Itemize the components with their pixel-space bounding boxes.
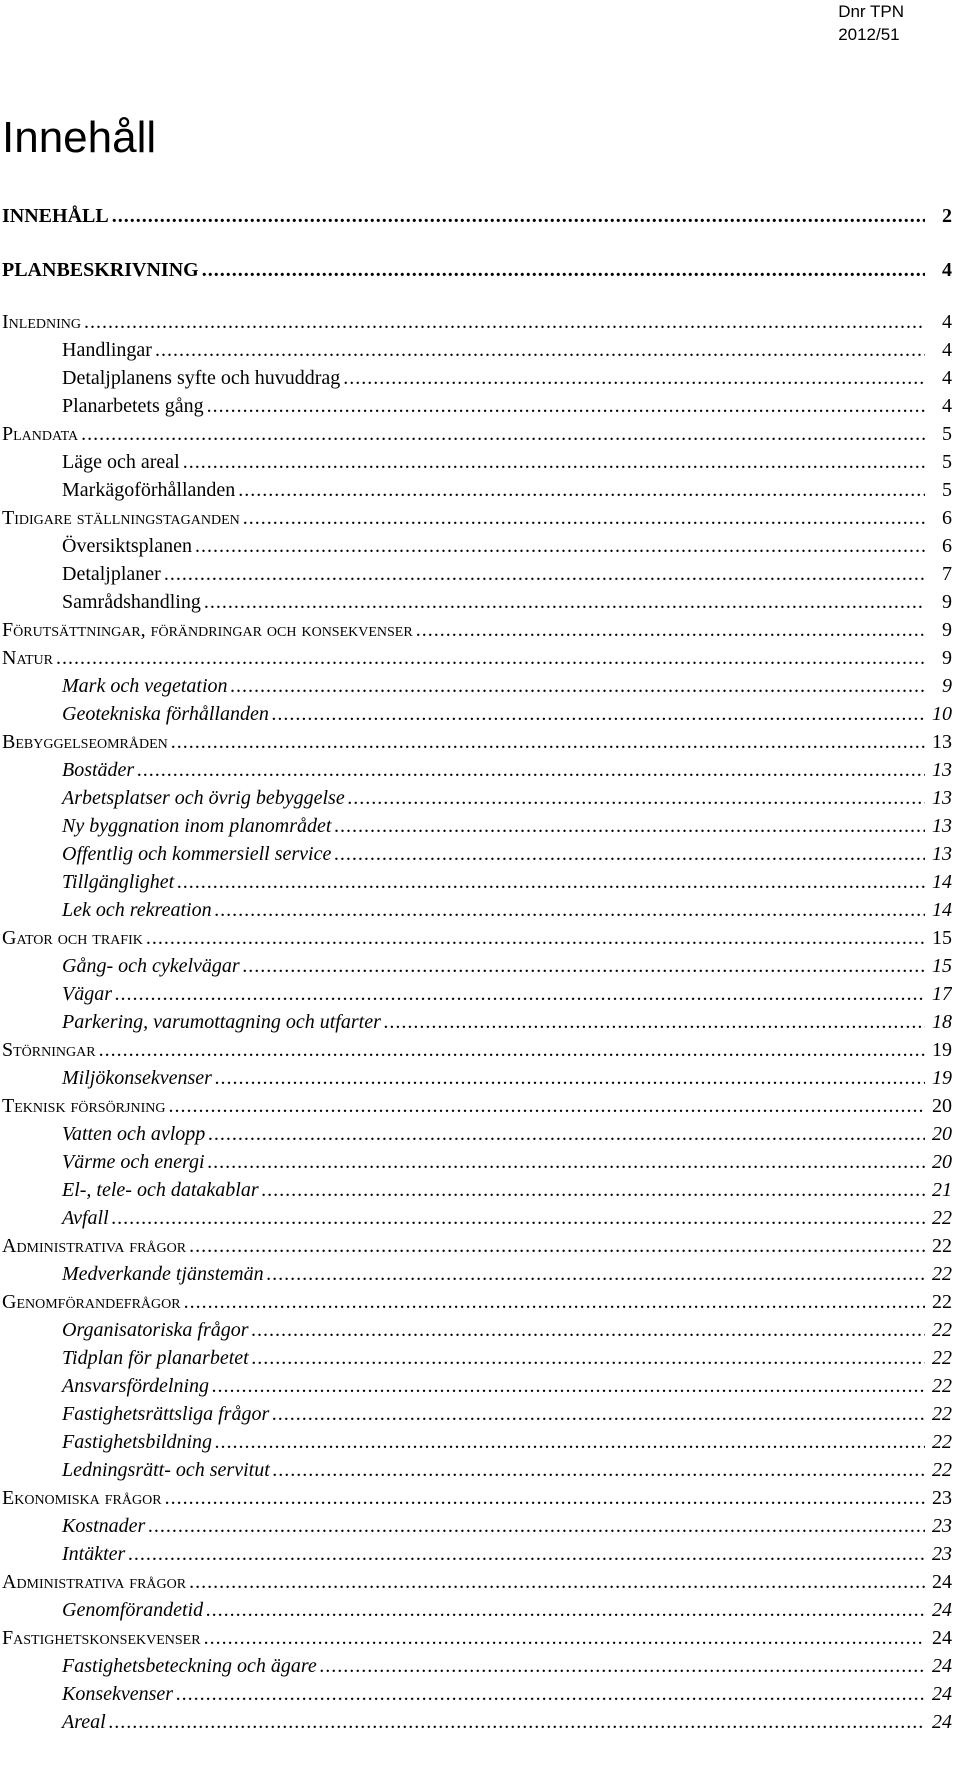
toc-page: 23 xyxy=(932,1515,952,1537)
toc-page: 20 xyxy=(932,1151,952,1173)
toc-page: 4 xyxy=(942,367,952,389)
toc-label: Ekonomiska frågor xyxy=(2,1487,162,1509)
toc-page: 22 xyxy=(932,1347,952,1369)
toc-label: Ny byggnation inom planområdet xyxy=(62,815,332,837)
toc-page: 24 xyxy=(932,1599,952,1621)
toc-page: 9 xyxy=(942,619,952,641)
toc-label: Gator och trafik xyxy=(2,927,143,949)
toc-page: 21 xyxy=(932,1179,952,1201)
toc-page: 24 xyxy=(932,1683,952,1705)
toc-label: Parkering, varumottagning och utfarter xyxy=(62,1011,381,1033)
toc-label: Administrativa frågor xyxy=(2,1571,187,1593)
toc-label: Avfall xyxy=(62,1207,109,1229)
toc-label: Fastighetsbeteckning och ägare xyxy=(62,1655,317,1677)
toc-entry[interactable] xyxy=(2,502,952,530)
toc-page: 14 xyxy=(932,871,952,893)
toc-label: Genomförandefrågor xyxy=(2,1291,181,1313)
toc-label: Samrådshandling xyxy=(62,591,201,613)
toc-page: 15 xyxy=(932,927,952,949)
toc-entry[interactable] xyxy=(2,698,952,726)
toc-label: Tidplan för planarbetet xyxy=(62,1347,249,1369)
toc-entry[interactable] xyxy=(2,754,952,782)
toc-entry[interactable] xyxy=(2,306,952,334)
toc-entry[interactable] xyxy=(2,1454,952,1482)
toc-entry[interactable] xyxy=(2,1650,952,1678)
toc-entry[interactable] xyxy=(2,642,952,670)
toc-page: 7 xyxy=(942,563,952,585)
toc-entry[interactable] xyxy=(2,1258,952,1286)
toc-entry[interactable] xyxy=(2,1566,952,1594)
toc-entry[interactable] xyxy=(2,200,952,228)
toc-page: 13 xyxy=(932,815,952,837)
toc-label: Arbetsplatser och övrig bebyggelse xyxy=(62,787,345,809)
toc-page: 18 xyxy=(932,1011,952,1033)
toc-label: INNEHÅLL xyxy=(2,205,109,227)
toc-label: Inledning xyxy=(2,311,81,333)
toc-label: PLANBESKRIVNING xyxy=(2,259,199,281)
toc-label: Tidigare ställningstaganden xyxy=(2,507,240,529)
toc-page: 22 xyxy=(932,1459,952,1481)
toc-entry[interactable] xyxy=(2,362,952,390)
toc-label: Konsekvenser xyxy=(62,1683,174,1705)
toc-label: Ansvarsfördelning xyxy=(62,1375,210,1397)
toc-label: Fastighetsbildning xyxy=(62,1431,212,1453)
document-header xyxy=(838,0,904,46)
toc-label: Detaljplanens syfte och huvuddrag xyxy=(62,367,341,389)
toc-entry[interactable] xyxy=(2,1706,952,1734)
toc-page: 5 xyxy=(942,423,952,445)
toc-entry[interactable] xyxy=(2,446,952,474)
toc-entry[interactable] xyxy=(2,1118,952,1146)
toc-page: 6 xyxy=(942,535,952,557)
toc-label: Vatten och avlopp xyxy=(62,1123,206,1145)
toc-label: Teknisk försörjning xyxy=(2,1095,166,1117)
toc-label: Organisatoriska frågor xyxy=(62,1319,249,1341)
toc-page: 22 xyxy=(932,1263,952,1285)
toc-entry[interactable] xyxy=(2,1146,952,1174)
toc-entry[interactable] xyxy=(2,978,952,1006)
toc-page: 23 xyxy=(932,1487,952,1509)
toc-entry[interactable] xyxy=(2,838,952,866)
toc-entry[interactable] xyxy=(2,1398,952,1426)
toc-entry[interactable] xyxy=(2,670,952,698)
toc-label: Lek och rekreation xyxy=(62,899,212,921)
toc-entry[interactable] xyxy=(2,950,952,978)
toc-label: Läge och areal xyxy=(62,451,180,473)
toc-label: Bebyggelseområden xyxy=(2,731,168,753)
toc-entry[interactable] xyxy=(2,1286,952,1314)
toc-label: Ledningsrätt- och servitut xyxy=(62,1459,270,1481)
toc-page: 22 xyxy=(932,1291,952,1313)
toc-entry[interactable] xyxy=(2,1174,952,1202)
toc-entry[interactable] xyxy=(2,1006,952,1034)
toc-label: Areal xyxy=(62,1711,106,1733)
toc-entry[interactable] xyxy=(2,1062,952,1090)
toc-label: Handlingar xyxy=(62,339,152,361)
toc-label: Intäkter xyxy=(62,1543,126,1565)
toc-entry[interactable] xyxy=(2,1426,952,1454)
toc-entry[interactable] xyxy=(2,254,952,282)
toc-page: 19 xyxy=(932,1039,952,1061)
toc-page: 22 xyxy=(932,1403,952,1425)
toc-page: 24 xyxy=(932,1655,952,1677)
toc-page: 17 xyxy=(932,983,952,1005)
toc-label: Störningar xyxy=(2,1039,96,1061)
toc-entry[interactable] xyxy=(2,586,952,614)
toc-entry[interactable] xyxy=(2,1090,952,1118)
toc-page: 5 xyxy=(942,451,952,473)
toc-entry[interactable] xyxy=(2,1510,952,1538)
toc-entry[interactable] xyxy=(2,782,952,810)
toc-page: 13 xyxy=(932,787,952,809)
toc-entry[interactable] xyxy=(2,810,952,838)
toc-label: Förutsättningar, förändringar och konsekvenser xyxy=(2,619,413,641)
toc-page: 2 xyxy=(942,205,952,227)
toc-page: 15 xyxy=(932,955,952,977)
toc-entry[interactable] xyxy=(2,1230,952,1258)
toc-label: Bostäder xyxy=(62,759,135,781)
toc-page: 9 xyxy=(942,675,952,697)
toc-entry[interactable] xyxy=(2,894,952,922)
toc-page: 23 xyxy=(932,1543,952,1565)
document-number: Dnr TPN xyxy=(838,2,904,21)
toc-entry[interactable] xyxy=(2,1342,952,1370)
toc-page: 6 xyxy=(942,507,952,529)
toc-entry[interactable] xyxy=(2,530,952,558)
toc-label: El-, tele- och datakablar xyxy=(62,1179,259,1201)
toc-label: Fastighetskonsekvenser xyxy=(2,1627,201,1649)
toc-label: Natur xyxy=(2,647,54,669)
toc-label: Miljökonsekvenser xyxy=(62,1067,212,1089)
toc-page: 5 xyxy=(942,479,952,501)
toc-entry[interactable] xyxy=(2,1370,952,1398)
toc-page: 24 xyxy=(932,1711,952,1733)
toc-page: 13 xyxy=(932,843,952,865)
toc-entry[interactable] xyxy=(2,1622,952,1650)
toc-entry[interactable] xyxy=(2,390,952,418)
toc-entry[interactable] xyxy=(2,418,952,446)
toc-entry[interactable] xyxy=(2,866,952,894)
toc-page: 20 xyxy=(932,1123,952,1145)
toc-label: Gång- och cykelvägar xyxy=(62,955,240,977)
toc-page: 9 xyxy=(942,591,952,613)
toc-page: 20 xyxy=(932,1095,952,1117)
toc-page: 4 xyxy=(942,339,952,361)
toc-label: Vägar xyxy=(62,983,112,1005)
toc-page: 4 xyxy=(942,395,952,417)
toc-entry[interactable] xyxy=(2,1482,952,1510)
toc-page: 4 xyxy=(942,311,952,333)
toc-page: 22 xyxy=(932,1319,952,1341)
document-year: 2012/51 xyxy=(838,25,900,44)
toc-label: Detaljplaner xyxy=(62,563,161,585)
toc-page: 13 xyxy=(932,731,952,753)
toc-entry[interactable] xyxy=(2,334,952,362)
toc-entry[interactable] xyxy=(2,614,952,642)
toc-entry[interactable] xyxy=(2,558,952,586)
toc-entry[interactable] xyxy=(2,1034,952,1062)
toc-entry[interactable] xyxy=(2,1314,952,1342)
toc-entry[interactable] xyxy=(2,726,952,754)
toc-page: 22 xyxy=(932,1431,952,1453)
toc-page: 13 xyxy=(932,759,952,781)
page-title: Innehåll xyxy=(2,113,157,162)
toc-page: 19 xyxy=(932,1067,952,1089)
toc-entry[interactable] xyxy=(2,1202,952,1230)
toc-page: 24 xyxy=(932,1571,952,1593)
toc-page: 14 xyxy=(932,899,952,921)
toc-page: 22 xyxy=(932,1235,952,1257)
toc-page: 9 xyxy=(942,647,952,669)
toc-page: 4 xyxy=(942,259,952,281)
toc-page: 10 xyxy=(932,703,952,725)
toc-entry[interactable] xyxy=(2,1594,952,1622)
toc-label: Markägoförhållanden xyxy=(62,479,236,501)
toc-label: Mark och vegetation xyxy=(62,675,228,697)
toc-label: Värme och energi xyxy=(62,1151,205,1173)
toc-label: Kostnader xyxy=(62,1515,146,1537)
toc-entry[interactable] xyxy=(2,474,952,502)
toc-entry[interactable] xyxy=(2,1538,952,1566)
toc-label: Översiktsplanen xyxy=(62,535,192,557)
toc-entry[interactable] xyxy=(2,922,952,950)
toc-label: Plandata xyxy=(2,423,79,445)
toc-page: 22 xyxy=(932,1207,952,1229)
toc-label: Medverkande tjänstemän xyxy=(62,1263,264,1285)
toc-label: Genomförandetid xyxy=(62,1599,204,1621)
toc-page: 24 xyxy=(932,1627,952,1649)
toc-label: Fastighetsrättsliga frågor xyxy=(62,1403,270,1425)
toc-label: Offentlig och kommersiell service xyxy=(62,843,332,865)
toc-label: Administrativa frågor xyxy=(2,1235,187,1257)
toc-label: Tillgänglighet xyxy=(62,871,175,893)
toc-label: Planarbetets gång xyxy=(62,395,204,417)
toc-entry[interactable] xyxy=(2,1678,952,1706)
toc-page: 22 xyxy=(932,1375,952,1397)
toc-label: Geotekniska förhållanden xyxy=(62,703,269,725)
